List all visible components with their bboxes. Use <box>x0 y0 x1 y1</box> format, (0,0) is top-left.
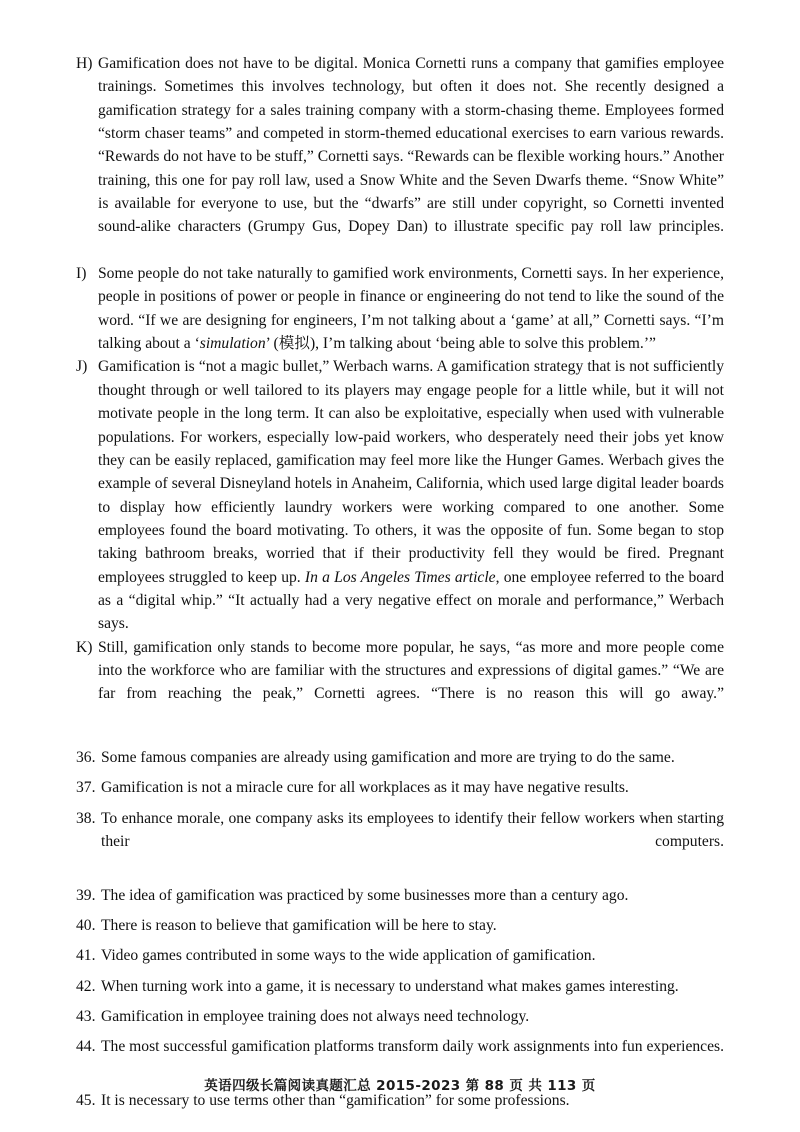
question-list <box>76 746 724 1112</box>
question-number-36: 36. <box>76 749 96 766</box>
question-number-38: 38. <box>76 809 96 827</box>
question-number-40: 40. <box>76 917 96 935</box>
paragraph-marker-i: I) <box>76 265 87 283</box>
question-number-44: 44. <box>76 1038 96 1056</box>
question-item-40 <box>76 914 724 937</box>
question-number-45: 45. <box>76 1092 96 1110</box>
paragraph-marker-h: H) <box>76 55 93 72</box>
question-text-44: The most successful gamification platforms transform daily work assignments into fun experiences. <box>101 1038 724 1056</box>
paragraph-text-i: Some people do not take naturally to gamified work environments, Cornetti says. In her experience, people in positions of power or people in finance or engineering do not tend to like the sound of the word. “If we are designing for engineers, I’m not talking about a ‘game’ at all,” Cornetti says. “I’m talking about a ‘simulation’ (模拟), I’m talking about ‘being able to solve this problem.’” <box>98 265 724 353</box>
question-number-42: 42. <box>76 977 96 995</box>
paragraph-text-k: Still, gamification only stands to become more popular, he says, “as more and more people come into the workforce who are familiar with the structures and expressions of digital games.” “We are far from reaching the peak,” Cornetti agrees. “There is no reason this will go away.” <box>98 638 724 703</box>
passage-paragraph-i <box>76 262 724 355</box>
question-text-45: It is necessary to use terms other than “gamification” for some professions. <box>101 1092 570 1110</box>
question-text-38: To enhance morale, one company asks its employees to identify their fellow workers when starting their computers. <box>101 809 724 851</box>
question-number-41: 41. <box>76 947 96 965</box>
question-text-40: There is reason to believe that gamification will be here to stay. <box>101 917 497 935</box>
paragraph-i-italic-simulation: simulation <box>199 335 266 353</box>
paragraph-marker-k: K) <box>76 638 93 656</box>
question-item-36 <box>76 746 724 769</box>
paragraph-j-italic-citation: In a Los Angeles Times article <box>304 568 496 586</box>
passage-paragraph-h <box>76 52 724 262</box>
question-item-38 <box>76 807 724 877</box>
question-text-37: Gamification is not a miracle cure for all workplaces as it may have negative results. <box>101 779 629 797</box>
paragraph-text-j: Gamification is “not a magic bullet,” Werbach warns. A gamification strategy that is not sufficiently thought through or well tailored to its players may engage people for a little while, but it will not motivate people in the long term. It can also be exploitative, especially when used with vulnerable populations. For workers, especially low-paid workers, who desperately need their jobs yet know they can be easily replaced, gamification may feel more like the Hunger Games. Werbach gives the example of several Disneyland hotels in Anaheim, California, which used large digital leader boards to display how efficiently laundry workers were working compared to one another. Some employees found the board motivating. To others, it was the opposite of fun. Some began to stop taking bathroom breaks, worried that if their productivity fell they would be fired. Pregnant employees struggled to keep up. In a Los Angeles Times article, one employee referred to the board as a “digital whip.” “It actually had a very negative effect on morale and performance,” Werbach says. <box>98 358 724 633</box>
passage-paragraph-j <box>76 355 724 635</box>
question-item-44 <box>76 1035 724 1082</box>
passage-body <box>76 52 724 729</box>
question-item-43 <box>76 1005 724 1028</box>
question-text-42: When turning work into a game, it is necessary to understand what makes games interesting. <box>101 977 679 995</box>
question-text-43: Gamification in employee training does not always need technology. <box>101 1008 530 1026</box>
question-item-37 <box>76 776 724 799</box>
page-footer-text: 英语四级长篇阅读真题汇总 2015-2023 第 88 页 共 113 页 <box>204 1078 596 1094</box>
question-text-39: The idea of gamification was practiced by some businesses more than a century ago. <box>101 886 629 904</box>
paragraph-text-h: Gamification does not have to be digital. Monica Cornetti runs a company that gamifies employee trainings. Sometimes this involves technology, but often it does not. She recently designed a gamification strategy for a sales training company with a storm-chasing theme. Employees formed “storm chaser teams” and competed in storm-themed educational exercises to earn various rewards. “Rewards do not have to be stuff,” Cornetti says. “Rewards can be flexible working hours.” Another training, this one for pay roll law, used a Snow White and the Seven Dwarfs theme. “Snow White” is available for everyone to use, but the “dwarfs” are still under copyright, so Cornetti invented sound-alike characters (Grumpy Gus, Dopey Dan) to illustrate specific pay roll law principles. <box>98 55 724 236</box>
question-text-41: Video games contributed in some ways to the wide application of gamification. <box>101 947 596 965</box>
paragraph-marker-j: J) <box>76 358 88 376</box>
question-item-39 <box>76 884 724 907</box>
page-footer <box>0 1077 800 1095</box>
question-number-37: 37. <box>76 779 96 797</box>
question-text-36: Some famous companies are already using gamification and more are trying to do the same. <box>101 749 675 766</box>
question-number-39: 39. <box>76 886 96 904</box>
question-number-43: 43. <box>76 1008 96 1026</box>
question-item-42 <box>76 975 724 998</box>
question-item-41 <box>76 944 724 967</box>
passage-paragraph-k <box>76 636 724 729</box>
